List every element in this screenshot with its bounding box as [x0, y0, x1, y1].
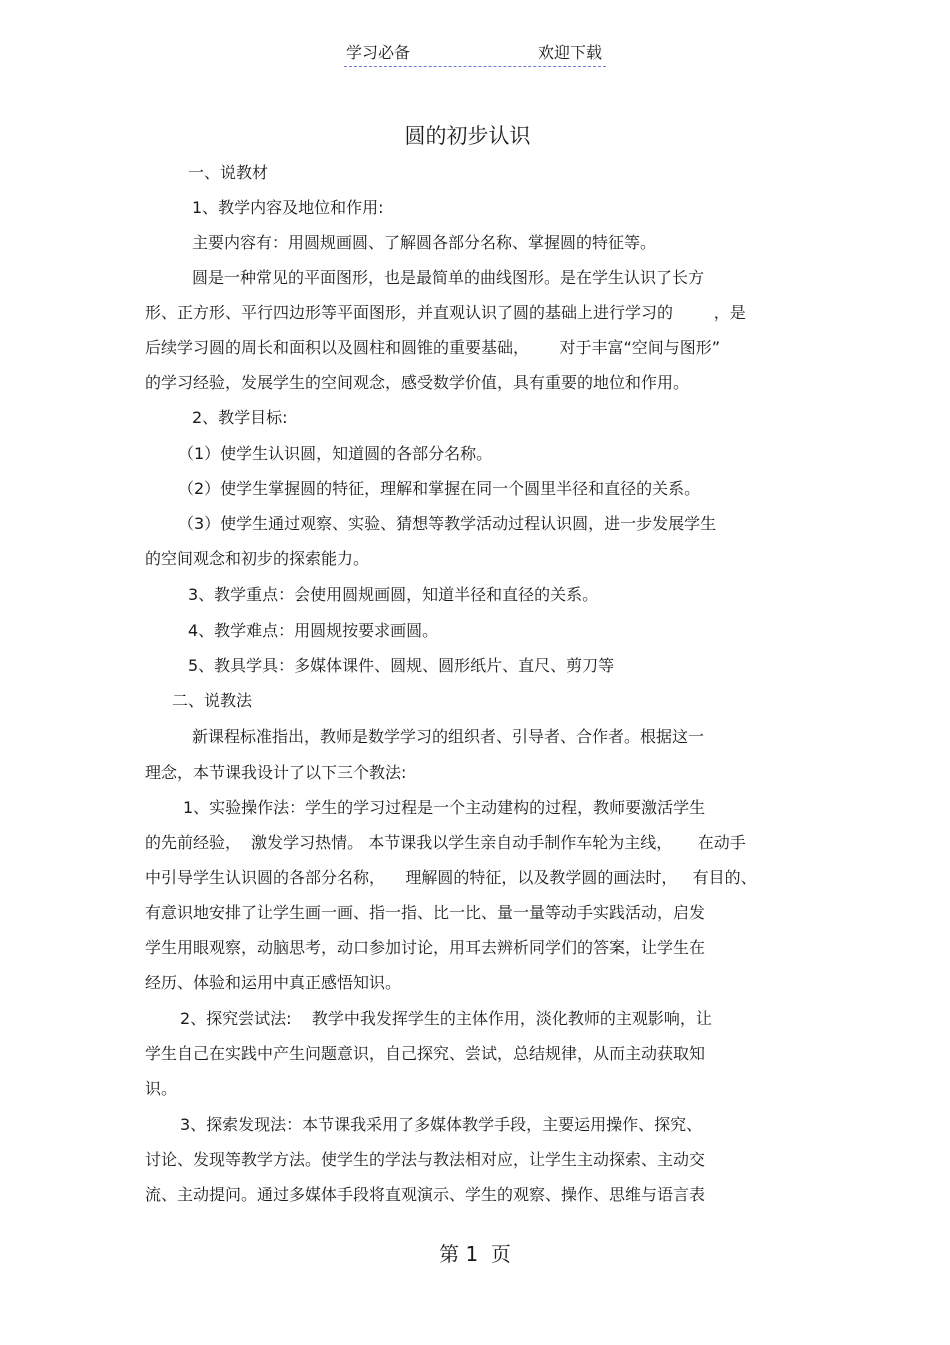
- page-header: [344, 42, 606, 67]
- objective-item: （3）使学生通过观察、实验、猜想等教学活动过程认识圆，进一步发展学生: [178, 514, 717, 533]
- page-number: 第 1 页: [439, 1242, 511, 1266]
- paragraph-line: 流、主动提问。通过多媒体手段将直观演示、学生的观察、操作、思维与语言表: [145, 1185, 706, 1204]
- paragraph-line: 形、正方形、平行四边形等平面图形，并直观认识了圆的基础上进行学习的 ，是: [145, 303, 746, 322]
- paragraph-line: 新课程标准指出，教师是数学学习的组织者、引导者、合作者。根据这一: [192, 727, 705, 746]
- paragraph-line: 有意识地安排了让学生画一画、指一指、比一比、量一量等动手实践活动，启发: [145, 903, 706, 922]
- paragraph-line: 中引导学生认识圆的各部分名称， 理解圆的特征，以及教学圆的画法时， 有目的、: [145, 868, 757, 887]
- document-title: 圆的初步认识: [404, 124, 531, 148]
- paragraph-line: 3、探索发现法：本节课我采用了多媒体教学手段，主要运用操作、探究、: [180, 1115, 703, 1134]
- paragraph-line: 主要内容有：用圆规画圆、了解圆各部分名称、掌握圆的特征等。: [192, 233, 657, 252]
- paragraph-line: 1、实验操作法：学生的学习过程是一个主动建构的过程，教师要激活学生: [183, 798, 706, 817]
- paragraph-line: 的先前经验， 激发学习热情。 本节课我以学生亲自动手制作车轮为主线， 在动手: [145, 833, 746, 852]
- paragraph-line: 圆是一种常见的平面图形，也是最简单的曲线图形。是在学生认识了长方: [192, 268, 705, 287]
- paragraph-line: 学生自己在实践中产生问题意识，自己探究、尝试，总结规律，从而主动获取知: [145, 1044, 706, 1063]
- paragraph-line: 讨论、发现等教学方法。使学生的学法与教法相对应，让学生主动探索、主动交: [145, 1150, 706, 1169]
- paragraph-line: 的学习经验，发展学生的空间观念，感受数学价值，具有重要的地位和作用。: [145, 373, 690, 392]
- subsection-heading: 3、教学重点：会使用圆规画圆，知道半径和直径的关系。: [188, 585, 599, 604]
- paragraph-line: 识。: [145, 1079, 178, 1098]
- paragraph-line: 2、探究尝试法: 教学中我发挥学生的主体作用，淡化教师的主观影响，让: [180, 1009, 712, 1028]
- subsection-heading: 5、教具学具：多媒体课件、圆规、圆形纸片、直尺、剪刀等: [188, 656, 615, 675]
- section-heading: 二、说教法: [172, 691, 253, 710]
- subsection-heading: 2、教学目标:: [192, 408, 288, 427]
- header-left-text: 学习必备: [346, 43, 411, 62]
- subsection-heading: 4、教学难点：用圆规按要求画圆。: [188, 621, 439, 640]
- subsection-heading: 1、教学内容及地位和作用:: [192, 198, 384, 217]
- paragraph-line: 后续学习圆的周长和面积以及圆柱和圆锥的重要基础， 对于丰富“空间与图形”: [145, 338, 721, 357]
- header-right-text: 欢迎下载: [537, 43, 602, 62]
- paragraph-line: 的空间观念和初步的探索能力。: [145, 549, 370, 568]
- paragraph-line: 经历、体验和运用中真正感悟知识。: [145, 973, 402, 992]
- paragraph-line: 理念，本节课我设计了以下三个教法:: [145, 763, 407, 782]
- section-heading: 一、说教材: [188, 163, 269, 182]
- objective-item: （2）使学生掌握圆的特征，理解和掌握在同一个圆里半径和直径的关系。: [178, 479, 701, 498]
- paragraph-line: 学生用眼观察，动脑思考，动口参加讨论，用耳去辨析同学们的答案，让学生在: [145, 938, 706, 957]
- objective-item: （1）使学生认识圆，知道圆的各部分名称。: [178, 444, 493, 463]
